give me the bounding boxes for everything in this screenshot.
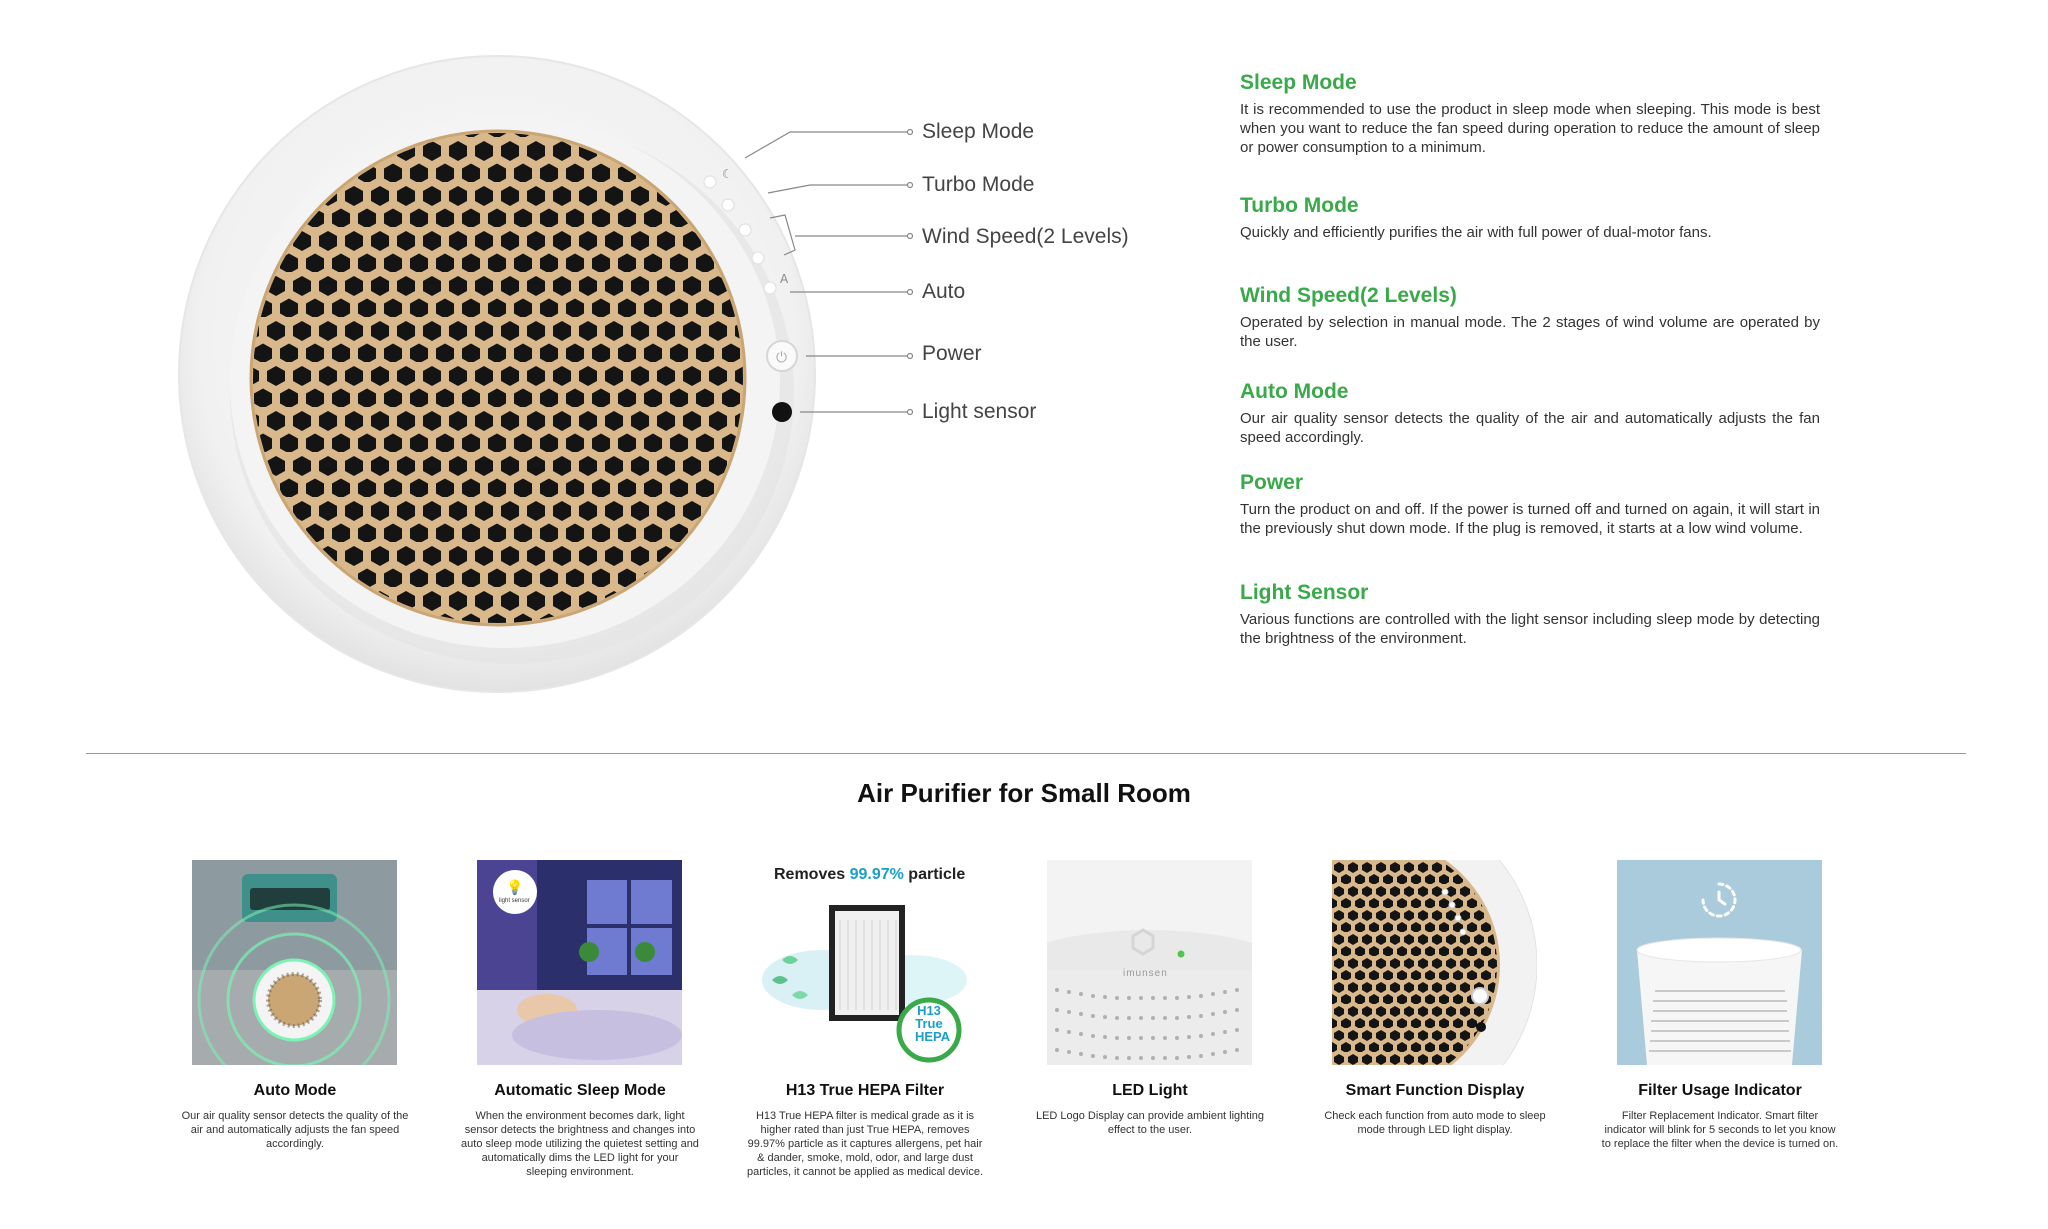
- sleep-indicator-dot: [704, 176, 716, 188]
- turbo-indicator-dot: [722, 199, 734, 211]
- feature-auto-mode: [1240, 379, 1820, 447]
- removes-particle-caption: Removes 99.97% particle: [774, 866, 966, 883]
- feature-text: It is recommended to use the product in sleep mode when sleeping. This mode is best when you want to reduce the fan speed during operation to reduce the amount of sleep or power consumption to a minimum.: [1240, 101, 1820, 156]
- svg-text:☾: ☾: [722, 167, 733, 181]
- filter-indicator-image: [1617, 860, 1822, 1065]
- feature-power: [1240, 470, 1820, 538]
- card-title: Auto Mode: [253, 1082, 337, 1099]
- feature-sleep-mode: [1240, 70, 1820, 157]
- card-smart-function-display: [1310, 860, 1560, 1137]
- card-filter-usage-indicator: [1595, 860, 1845, 1151]
- svg-text:⏻: ⏻: [776, 350, 788, 366]
- feature-title: Power: [1240, 471, 1304, 494]
- feature-title: Sleep Mode: [1240, 71, 1357, 94]
- feature-text: Various functions are controlled with the light sensor including sleep mode by detecting the brightness of the environment.: [1240, 611, 1820, 647]
- sleep-mode-image: [477, 860, 682, 1065]
- smart-display-image: [1332, 860, 1537, 1065]
- card-text: When the environment becomes dark, light sensor detects the brightness and changes into auto sleep mode utilizing the quietest setting and automatically dims the LED light for your sleeping environment.: [461, 1110, 699, 1178]
- feature-title: Light Sensor: [1240, 581, 1369, 604]
- card-title: Automatic Sleep Mode: [494, 1082, 666, 1099]
- feature-turbo-mode: [1240, 193, 1820, 242]
- callout-power: Power: [922, 342, 982, 365]
- card-hepa-filter: [740, 860, 990, 1179]
- feature-text: Quickly and efficiently purifies the air with full power of dual-motor fans.: [1240, 224, 1712, 241]
- card-title: Filter Usage Indicator: [1638, 1082, 1802, 1099]
- led-light-image: [1047, 860, 1252, 1065]
- card-text: Check each function from auto mode to sleep mode through LED light display.: [1324, 1110, 1546, 1136]
- callout-turbo-mode: Turbo Mode: [922, 173, 1035, 196]
- section-divider: [86, 753, 1966, 754]
- light-sensor-graphic: [772, 402, 792, 422]
- card-auto-mode: [170, 860, 420, 1151]
- auto-mode-image: [192, 860, 397, 1065]
- product-diagram: [0, 0, 1200, 720]
- feature-text: Operated by selection in manual mode. The 2 stages of wind volume are operated by the user.: [1240, 314, 1820, 350]
- feature-text: Our air quality sensor detects the quality of the air and automatically adjusts the fan speed accordingly.: [1240, 410, 1820, 446]
- svg-text:💡: 💡: [506, 880, 524, 896]
- callout-sleep-mode: Sleep Mode: [922, 120, 1035, 143]
- hepa-badge: H13 True HEPA: [915, 1003, 951, 1044]
- feature-wind-speed: [1240, 283, 1820, 351]
- callout-auto: Auto: [922, 280, 966, 303]
- card-text: LED Logo Display can provide ambient lighting effect to the user.: [1035, 1110, 1265, 1136]
- card-text: H13 True HEPA filter is medical grade as it is higher rated than just True HEPA, removes 99.97% particle as it captures allergens, pet hair & dander, smoke, mold, odor, and large dust particles, it cannot be applied as medical device.: [746, 1110, 984, 1178]
- callout-light-sensor: Light sensor: [922, 400, 1037, 423]
- wind-indicator-dot-1: [739, 224, 751, 236]
- hepa-filter-image: [762, 860, 967, 1065]
- card-led-light: [1025, 860, 1275, 1137]
- card-title: Smart Function Display: [1345, 1082, 1525, 1099]
- callout-wind-speed: Wind Speed(2 Levels): [922, 225, 1129, 248]
- section-title: Air Purifier for Small Room: [857, 778, 1191, 808]
- card-text: Filter Replacement Indicator. Smart filter indicator will blink for 5 seconds to let you know to replace the filter when the device is turned on.: [1601, 1110, 1839, 1150]
- feature-text: Turn the product on and off. If the power is turned off and turned on again, it will start in the previously shut down mode. If the plug is removed, it starts at a low wind volume.: [1240, 501, 1820, 537]
- feature-title: Auto Mode: [1240, 380, 1349, 403]
- brand-logo-text: imunsen: [1123, 968, 1168, 979]
- wind-indicator-dot-2: [752, 252, 764, 264]
- feature-light-sensor: [1240, 580, 1820, 648]
- feature-title: Turbo Mode: [1240, 194, 1359, 217]
- svg-text:A: A: [780, 272, 789, 286]
- feature-title: Wind Speed(2 Levels): [1240, 284, 1457, 307]
- card-text: Our air quality sensor detects the quality of the air and automatically adjusts the fan speed accordingly.: [181, 1110, 409, 1150]
- auto-indicator-dot: [764, 282, 776, 294]
- card-automatic-sleep-mode: [455, 860, 705, 1179]
- purifier-top-view: [0, 0, 1200, 720]
- card-title: LED Light: [1112, 1082, 1188, 1099]
- card-title: H13 True HEPA Filter: [785, 1082, 945, 1099]
- light-sensor-badge: light sensor: [499, 898, 530, 904]
